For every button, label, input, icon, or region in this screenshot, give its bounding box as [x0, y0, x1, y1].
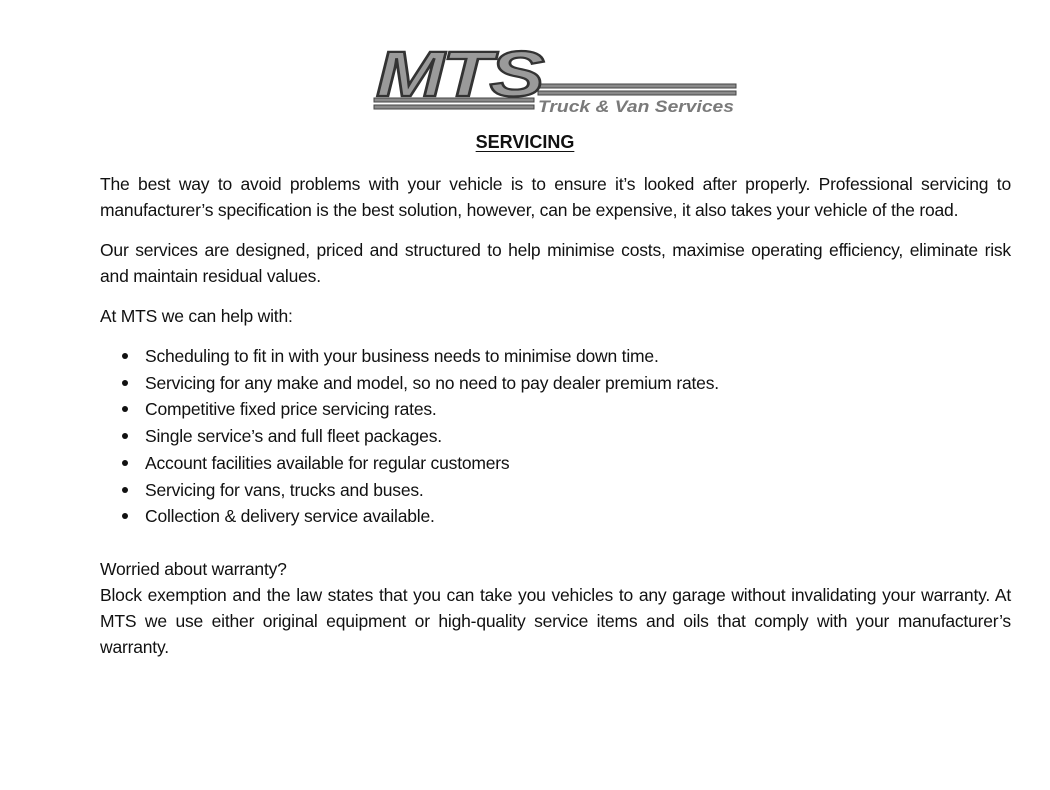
list-item — [100, 450, 1011, 477]
bullet-icon — [122, 380, 128, 386]
page-title: SERVICING — [475, 132, 575, 152]
list-item — [100, 396, 1011, 423]
intro-paragraph: The best way to avoid problems with your vehicle is to ensure it’s looked after properly. Professional servicing to manufacturer’s specification is the best solution, however, can be expensive, it also takes your vehicle of the road. — [100, 174, 1011, 220]
list-item-text: Collection & delivery service available. — [145, 506, 435, 527]
logo-wordmark: MTS — [376, 44, 545, 110]
warranty-heading: Worried about warranty? — [100, 558, 287, 579]
list-item — [100, 370, 1011, 397]
document-body — [100, 171, 1011, 660]
list-item-text: Competitive fixed price servicing rates. — [145, 399, 437, 420]
list-item — [100, 423, 1011, 450]
bullet-icon — [122, 460, 128, 466]
bullet-icon — [122, 433, 128, 439]
list-item — [100, 477, 1011, 504]
warranty-body: Block exemption and the law states that you can take you vehicles to any garage without invalidating your warranty. At MTS we use either original equipment or high-quality service items and oils that comply with your manufacturer’s warranty. — [100, 584, 1011, 657]
services-paragraph: Our services are designed, priced and structured to help minimise costs, maximise operating efficiency, eliminate risk and maintain residual values. — [100, 240, 1011, 286]
logo-tagline: Truck & Van Services — [538, 97, 734, 116]
bullet-icon — [122, 406, 128, 412]
list-item-text: Account facilities available for regular customers — [145, 452, 510, 473]
list-item-text: Single service’s and full fleet packages. — [145, 426, 442, 447]
bullet-icon — [122, 487, 128, 493]
bullet-icon — [122, 353, 128, 359]
list-item-text: Servicing for vans, trucks and buses. — [145, 479, 424, 500]
warranty-section — [100, 556, 1011, 660]
services-list — [100, 343, 1011, 530]
company-logo — [372, 44, 742, 116]
list-item-text: Servicing for any make and model, so no need to pay dealer premium rates. — [145, 372, 719, 393]
list-item — [100, 343, 1011, 370]
mts-logo-graphic — [372, 44, 742, 116]
list-item — [100, 503, 1011, 530]
help-intro: At MTS we can help with: — [100, 306, 293, 326]
list-item-text: Scheduling to fit in with your business needs to minimise down time. — [145, 346, 659, 366]
bullet-icon — [122, 513, 128, 519]
